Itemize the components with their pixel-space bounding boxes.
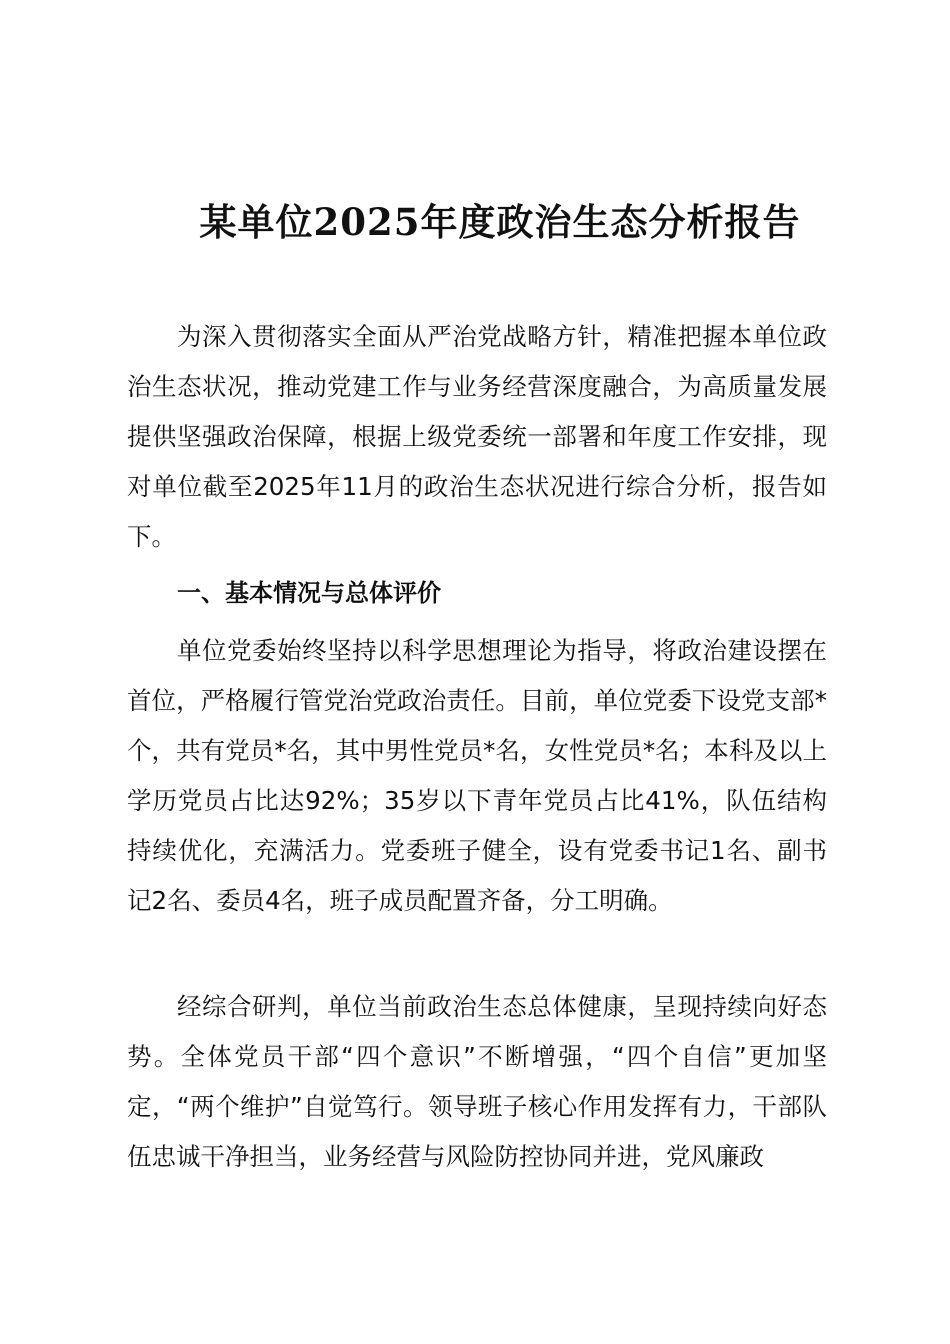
intro-paragraph: 为深入贯彻落实全面从严治党战略方针，精准把握本单位政治生态状况，推动党建工作与业务经营深度融合，为高质量发展提供坚强政治保障，根据上级党委统一部署和年度工作安排，现对单位截至2025年11月的政治生态状况进行综合分析，报告如下。	[127, 322, 827, 551]
document-title: 某单位2025年度政治生态分析报告	[199, 200, 801, 244]
section-heading-basic-situation: 一、基本情况与总体评价	[177, 579, 441, 607]
section-paragraph-party-structure: 单位党委始终坚持以科学思想理论为指导，将政治建设摆在首位，严格履行管党治党政治责任。目前，单位党委下设党支部*个，共有党员*名，其中男性党员*名，女性党员*名；本科及以上学历党员占比达92%；35岁以下青年党员占比41%，队伍结构持续优化，充满活力。党委班子健全，设有党委书记1名、副书记2名、委员4名，班子成员配置齐备，分工明确。	[127, 636, 827, 915]
section-paragraph-overall-assessment: 经综合研判，单位当前政治生态总体健康，呈现持续向好态势。全体党员干部“四个意识”不断增强，“四个自信”更加坚定，“两个维护”自觉笃行。领导班子核心作用发挥有力，干部队伍忠诚干净担当，业务经营与风险防控协同并进，党风廉政	[127, 992, 827, 1171]
